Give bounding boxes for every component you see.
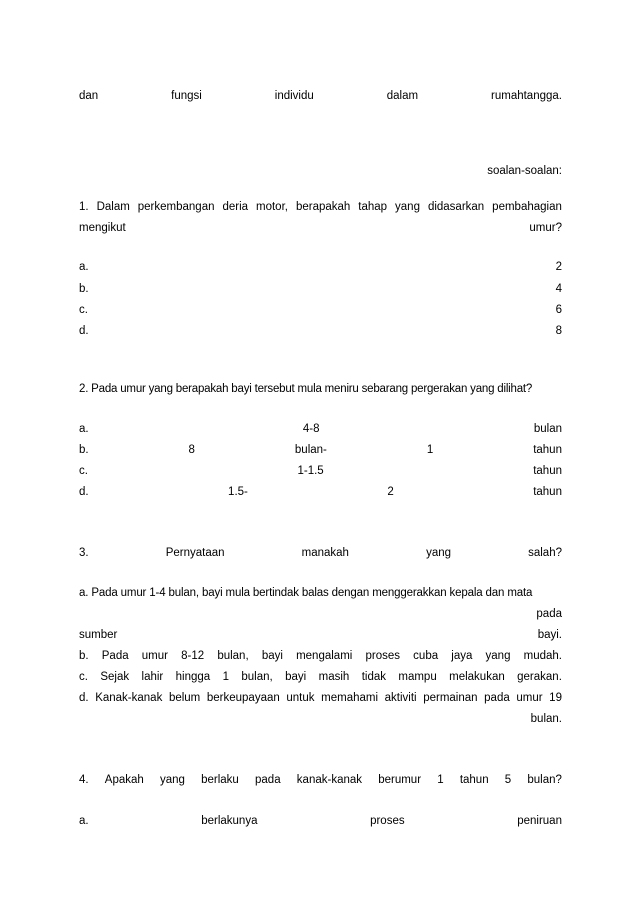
word: 4.: [79, 774, 89, 786]
q3-option-b: [79, 648, 562, 664]
q3-option-d-line1: [79, 690, 562, 706]
word: lahir: [141, 671, 164, 683]
word: tahap: [358, 201, 388, 213]
option-value: 2: [555, 261, 562, 273]
soalan-heading: soalan-soalan:: [487, 165, 562, 177]
word: aktiviti: [384, 692, 417, 704]
word: bayi: [261, 650, 283, 662]
word: mampu: [398, 671, 437, 683]
word: bulan: [533, 423, 562, 435]
option-value: 6: [555, 304, 562, 316]
word: b.: [79, 650, 89, 662]
word: jaya: [451, 650, 473, 662]
word: mengikut: [79, 222, 126, 234]
word: Pada: [101, 650, 129, 662]
word: gerakan.: [517, 671, 562, 683]
q1-text-line1: [79, 199, 562, 215]
word: 1: [426, 444, 434, 456]
word: individu: [274, 90, 314, 102]
option-letter: a.: [79, 261, 89, 273]
q4-text: [79, 772, 562, 788]
word: tahun: [533, 465, 562, 477]
q1-option-b: [79, 281, 562, 297]
word: umur: [141, 650, 168, 662]
word: a.: [79, 815, 89, 827]
word: yang: [395, 201, 420, 213]
word: proses: [365, 650, 401, 662]
word: 19: [549, 692, 562, 704]
word: berlaku: [201, 774, 239, 786]
q3-option-d-line2: bulan.: [530, 713, 562, 725]
word: dalam: [386, 90, 419, 102]
word: bulan,: [217, 650, 249, 662]
word: b.: [79, 444, 89, 456]
word: berlakunya: [201, 815, 258, 827]
word: tahun: [459, 774, 489, 786]
word: 1: [437, 774, 444, 786]
option-value: 8: [555, 325, 562, 337]
option-letter: c.: [79, 304, 88, 316]
word: yang: [426, 547, 451, 559]
option-letter: d.: [79, 325, 89, 337]
intro-line: [79, 88, 562, 104]
word: 8: [188, 444, 195, 456]
word: 3.: [79, 547, 89, 559]
word: a.: [79, 423, 89, 435]
word: Pernyataan: [165, 547, 225, 559]
word: 1.5-: [228, 486, 248, 498]
word: 2: [387, 486, 394, 498]
word: umur?: [529, 222, 562, 234]
word: untuk: [286, 692, 315, 704]
q3-option-c: [79, 669, 562, 685]
word: yang: [159, 774, 185, 786]
word: bulan-: [294, 444, 327, 456]
word: didasarkan: [427, 201, 485, 213]
word: 4-8: [302, 423, 320, 435]
q3-text: [79, 545, 562, 561]
word: bayi: [285, 671, 307, 683]
option-letter: b.: [79, 283, 89, 295]
word: salah?: [528, 547, 562, 559]
word: yang: [485, 650, 511, 662]
option-value: 4: [555, 283, 562, 295]
q1-option-c: [79, 302, 562, 318]
word: memahami: [321, 692, 379, 704]
q2-option-a: [79, 421, 562, 437]
word: 1.: [79, 201, 89, 213]
word: deria: [222, 201, 249, 213]
word: peniruan: [517, 815, 562, 827]
word: kanak-kanak: [296, 774, 363, 786]
word: cuba: [413, 650, 439, 662]
word: mengalami: [296, 650, 353, 662]
word: pada: [255, 774, 281, 786]
q2-option-d: [79, 484, 562, 500]
word: d.: [79, 692, 89, 704]
word: bulan,: [241, 671, 273, 683]
word: Kanak-kanak: [95, 692, 163, 704]
word: belum: [168, 692, 201, 704]
word: tahun: [533, 486, 562, 498]
word: berumur: [378, 774, 422, 786]
q2-option-c: [79, 463, 562, 479]
word: c.: [79, 465, 88, 477]
word: pembahagian: [492, 201, 562, 213]
word: Dalam: [96, 201, 130, 213]
word: melakukan: [449, 671, 505, 683]
word: 1-1.5: [297, 465, 324, 477]
q3-option-a-line3: [79, 627, 562, 643]
word: mudah.: [523, 650, 562, 662]
q3-option-a-line2: pada: [536, 608, 562, 620]
word: d.: [79, 486, 89, 498]
word: Sejak: [100, 671, 130, 683]
q3-option-a-line1: a. Pada umur 1-4 bulan, bayi mula bertindak balas dengan menggerakkan kepala dan mata: [79, 587, 533, 599]
q4-option-a: [79, 813, 562, 829]
word: tahun: [533, 444, 562, 456]
word: masih: [318, 671, 350, 683]
word: proses: [370, 815, 405, 827]
word: fungsi: [171, 90, 202, 102]
word: motor,: [256, 201, 288, 213]
word: bulan?: [527, 774, 562, 786]
word: tidak: [361, 671, 386, 683]
word: berapakah: [295, 201, 351, 213]
q2-text: 2. Pada umur yang berapakah bayi tersebut mula meniru sebarang pergerakan yang dilihat?: [79, 383, 533, 395]
word: manakah: [301, 547, 349, 559]
word: umur: [516, 692, 543, 704]
word: 1: [222, 671, 229, 683]
word: bayi.: [537, 629, 562, 641]
q1-option-a: [79, 259, 562, 275]
q2-option-b: [79, 442, 562, 458]
q1-text-line2: [79, 220, 562, 236]
word: sumber: [79, 629, 118, 641]
word: pada: [484, 692, 510, 704]
word: 8-12: [181, 650, 205, 662]
word: Apakah: [104, 774, 144, 786]
word: dan: [79, 90, 99, 102]
word: permainan: [423, 692, 478, 704]
word: 5: [504, 774, 512, 786]
q1-option-d: [79, 323, 562, 339]
word: c.: [79, 671, 88, 683]
word: berkeupayaan: [206, 692, 280, 704]
word: hingga: [175, 671, 211, 683]
word: perkembangan: [137, 201, 215, 213]
word: rumahtangga.: [491, 90, 562, 102]
